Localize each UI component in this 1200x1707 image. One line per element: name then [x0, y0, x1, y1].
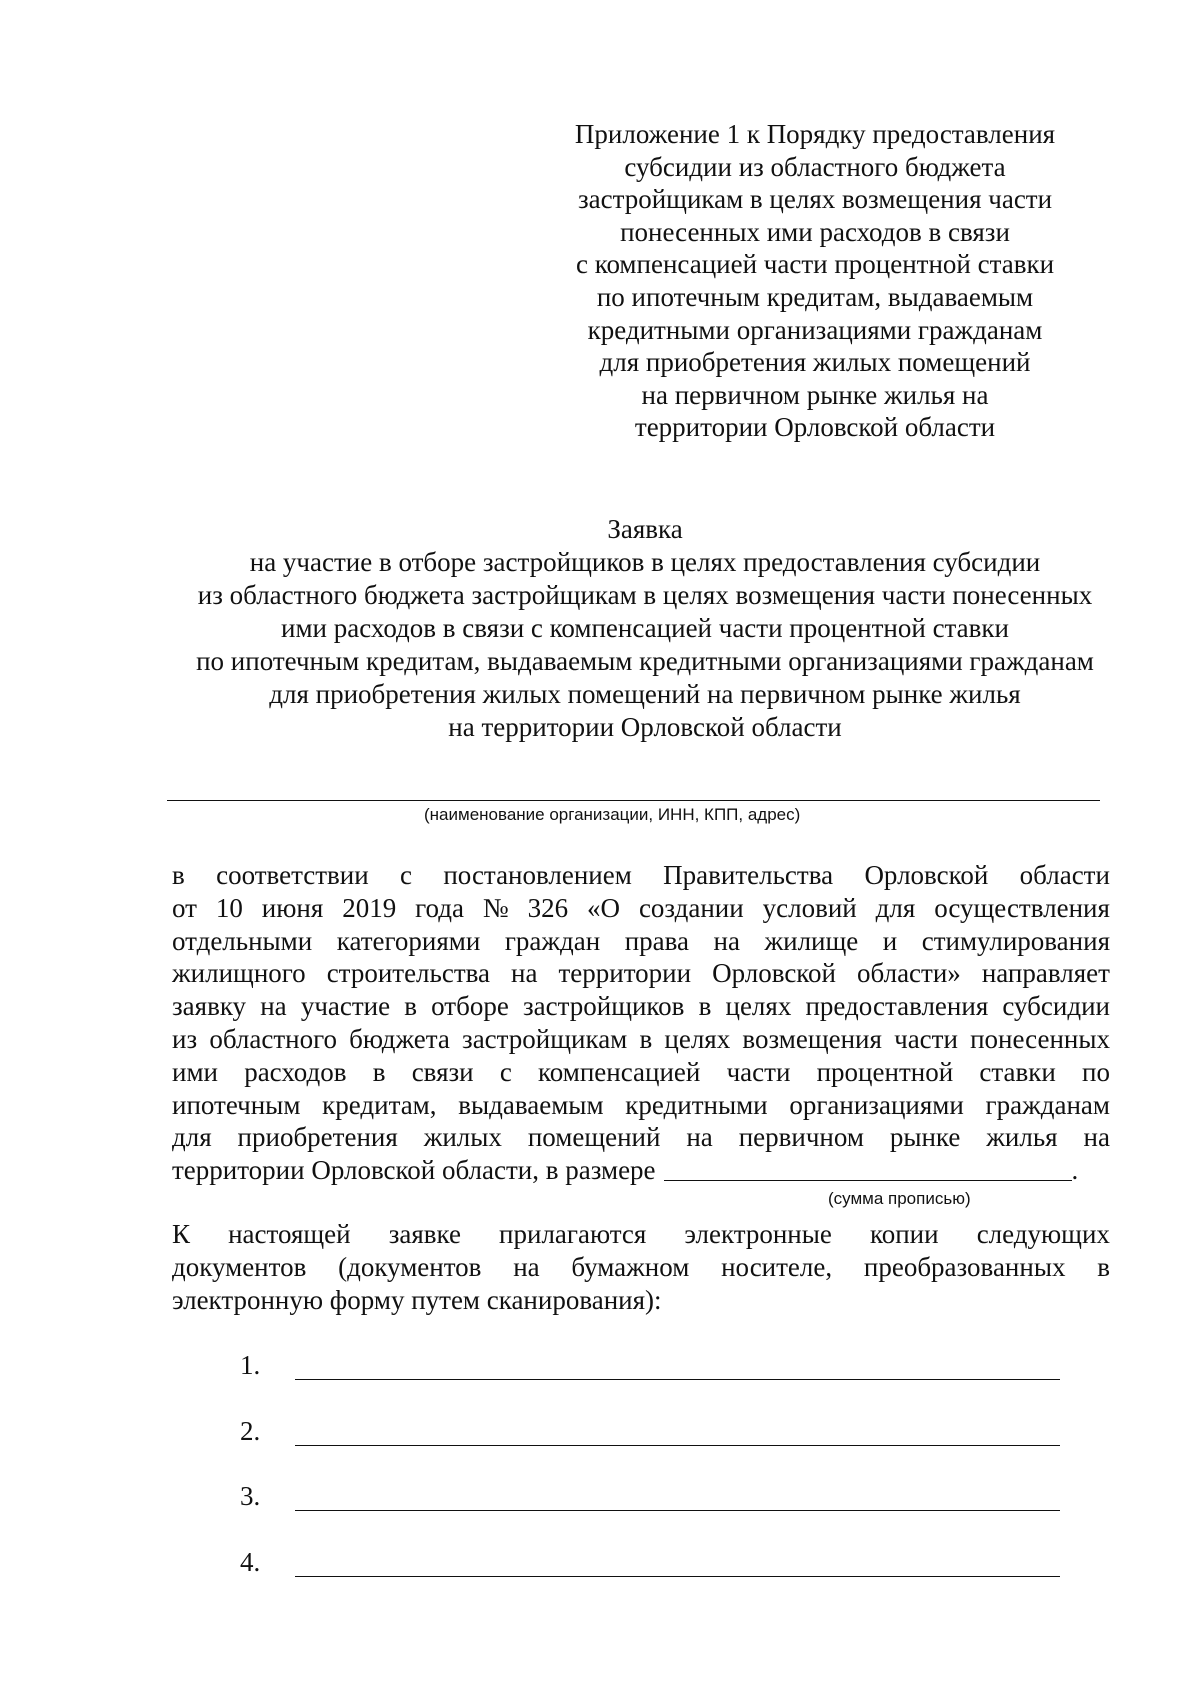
attachments-word: К: [172, 1219, 191, 1249]
body-word: части: [726, 1056, 791, 1087]
body-word: условий: [762, 892, 857, 923]
body-word: жилья: [986, 1122, 1058, 1153]
body-last-line-text: территории Орловской области, в размере: [172, 1155, 656, 1186]
title-line: на территории Орловской области: [448, 712, 842, 742]
body-word: «О: [587, 892, 621, 923]
attachments-intro-last: электронную форму путем сканирования):: [172, 1284, 662, 1315]
organization-field-caption: (наименование организации, ИНН, КПП, адрес): [424, 805, 801, 824]
attachment-item: [240, 1416, 1060, 1482]
body-word: застройщиков: [522, 991, 685, 1022]
body-word: заявку: [172, 991, 247, 1022]
body-word: соответствии: [216, 860, 369, 890]
body-word: на: [713, 925, 740, 956]
title-heading: Заявка: [607, 514, 683, 544]
attachments-intro-lines: [172, 1218, 1110, 1284]
body-word: стимулирования: [921, 925, 1110, 956]
attachment-number: 4.: [240, 1546, 261, 1577]
body-word: процентной: [816, 1056, 954, 1087]
body-word: в: [639, 1023, 653, 1054]
body-word: части: [894, 1023, 958, 1054]
body-word: связи: [411, 1056, 474, 1087]
appendix-line: по ипотечным кредитам, выдаваемым: [596, 281, 1034, 312]
body-word: 326: [527, 892, 569, 923]
body-word: области: [1019, 860, 1110, 890]
appendix-line: территории Орловской области: [634, 412, 996, 443]
body-last-line-end: .: [1071, 1155, 1079, 1186]
body-word: на: [686, 1122, 713, 1153]
body-word: помещений: [527, 1122, 661, 1153]
body-word: строительства: [326, 958, 490, 989]
attachment-field[interactable]: [295, 1576, 1060, 1577]
body-word: ими: [172, 1056, 218, 1087]
title-line: для приобретения жилых помещений на первичном рынке жилья: [269, 679, 1021, 709]
body-word: 2019: [342, 892, 397, 923]
body-word: расходов: [244, 1056, 347, 1087]
body-lines: [172, 859, 1110, 1154]
organization-field[interactable]: [167, 800, 1100, 801]
body-word: рынке: [889, 1122, 961, 1153]
body-word: по: [1082, 1056, 1110, 1087]
body-last-line: [172, 1154, 1110, 1187]
body-word: кредитам,: [322, 1089, 437, 1120]
attachments-word: бумажном: [571, 1251, 690, 1282]
title-line: ими расходов в связи с компенсацией части процентной ставки: [281, 613, 1009, 643]
body-word: на: [1083, 1122, 1110, 1153]
body-word: №: [482, 892, 509, 923]
appendix-line: субсидии из областного бюджета: [624, 151, 1006, 182]
body-word: для: [172, 1122, 212, 1153]
body-word: права: [624, 925, 690, 956]
body-word: отдельными: [172, 925, 313, 956]
body-word: категориями: [336, 925, 481, 956]
document-title: [150, 513, 1140, 744]
body-word: осуществления: [934, 892, 1110, 923]
body-word: граждан: [504, 925, 601, 956]
body-word: отборе: [431, 991, 509, 1022]
body-line: [172, 925, 1110, 958]
body-word: в: [698, 991, 712, 1022]
body-word: с: [499, 1056, 512, 1087]
attachments-word: прилагаются: [499, 1219, 647, 1249]
attachments-word: настоящей: [228, 1219, 351, 1249]
body-word: ипотечным: [172, 1089, 301, 1120]
appendix-line: Приложение 1 к Порядку предоставления: [574, 119, 1056, 149]
body-word: для: [875, 892, 916, 923]
body-line: [172, 957, 1110, 990]
body-word: возмещения: [742, 1023, 882, 1054]
attachments-word: заявке: [388, 1219, 461, 1249]
body-word: жилых: [423, 1122, 502, 1153]
body-line: [172, 1121, 1110, 1154]
body-word: Орловской: [864, 860, 989, 890]
attachments-word: носителе,: [721, 1251, 833, 1282]
body-word: выдаваемым: [458, 1089, 604, 1120]
attachment-number: 2.: [240, 1415, 261, 1446]
title-line: из областного бюджета застройщикам в целях возмещения части понесенных: [197, 580, 1093, 610]
title-line: на участие в отборе застройщиков в целях предоставления субсидии: [249, 547, 1041, 577]
body-word: направляет: [981, 958, 1110, 989]
body-word: области»: [857, 958, 961, 989]
attachments-line: [172, 1251, 1110, 1284]
body-word: и: [882, 925, 898, 956]
attachments-word: следующих: [976, 1219, 1110, 1249]
attachments-word: в: [1097, 1251, 1110, 1282]
body-word: приобретения: [237, 1122, 398, 1153]
body-word: на: [511, 958, 538, 989]
body-word: бюджета: [349, 1023, 450, 1054]
body-word: областного: [209, 1023, 337, 1054]
body-word: из: [172, 1023, 198, 1054]
body-word: жилищного: [172, 958, 306, 989]
attachment-item: [240, 1350, 1060, 1416]
attachments-word: на: [513, 1251, 540, 1282]
attachment-item: [240, 1547, 1060, 1613]
body-word: территории: [558, 958, 692, 989]
body-word: июня: [261, 892, 324, 923]
body-word: в: [404, 991, 417, 1022]
application-body: [172, 859, 1110, 1187]
appendix-header: [545, 118, 1085, 444]
appendix-line: с компенсацией части процентной ставки: [575, 249, 1055, 280]
body-line: [172, 1023, 1110, 1056]
body-word: целях: [664, 1023, 731, 1054]
attachments-word: (документов: [338, 1251, 482, 1282]
appendix-line: понесенных ими расходов в связи: [620, 216, 1010, 247]
attachments-word: электронные: [684, 1219, 832, 1249]
body-word: жилище: [764, 925, 859, 956]
sum-field[interactable]: [664, 1154, 1072, 1181]
body-word: ставки: [979, 1056, 1056, 1087]
title-line: по ипотечным кредитам, выдаваемым кредитными организациями гражданам: [196, 646, 1094, 676]
body-line: [172, 859, 1110, 892]
attachments-intro: [172, 1218, 1110, 1316]
attachments-word: копии: [869, 1219, 939, 1249]
body-word: Правительства: [663, 860, 834, 890]
appendix-line: застройщикам в целях возмещения части: [577, 184, 1053, 215]
body-line: [172, 1056, 1110, 1089]
attachment-field[interactable]: [295, 1379, 1060, 1380]
attachments-word: преобразованных: [863, 1251, 1066, 1282]
appendix-line: для приобретения жилых помещений: [599, 347, 1031, 378]
attachment-number: 1.: [240, 1350, 261, 1380]
body-word: постановлением: [443, 860, 632, 890]
body-line: [172, 990, 1110, 1023]
attachments-line: [172, 1218, 1110, 1251]
body-word: гражданам: [985, 1089, 1110, 1120]
body-word: в: [172, 860, 185, 890]
body-word: года: [415, 892, 464, 923]
attachments-list: [240, 1350, 1060, 1612]
body-word: с: [400, 860, 412, 890]
body-word: предоставления: [805, 991, 989, 1022]
body-word: 10: [215, 892, 243, 923]
body-word: от: [172, 892, 197, 923]
body-line: [172, 892, 1110, 925]
sum-field-caption: (сумма прописью): [828, 1189, 971, 1208]
body-word: субсидии: [1002, 991, 1110, 1022]
attachment-field[interactable]: [295, 1445, 1060, 1446]
body-word: участие: [300, 991, 391, 1022]
body-word: организациями: [789, 1089, 964, 1120]
body-word: компенсацией: [538, 1056, 701, 1087]
body-word: Орловской: [712, 958, 836, 989]
body-word: понесенных: [970, 1023, 1110, 1054]
attachment-field[interactable]: [295, 1510, 1060, 1511]
body-word: в: [372, 1056, 386, 1087]
attachment-number: 3.: [240, 1481, 261, 1511]
body-word: кредитными: [625, 1089, 768, 1120]
body-word: на: [260, 991, 287, 1022]
body-line: [172, 1089, 1110, 1122]
attachment-item: [240, 1481, 1060, 1547]
appendix-line: на первичном рынке жилья на: [641, 379, 989, 410]
body-word: создании: [638, 892, 744, 923]
body-word: застройщикам: [462, 1023, 628, 1054]
attachments-word: документов: [172, 1251, 307, 1282]
body-word: целях: [725, 991, 792, 1022]
body-word: первичном: [738, 1122, 864, 1153]
appendix-line: кредитными организациями гражданам: [587, 314, 1043, 345]
